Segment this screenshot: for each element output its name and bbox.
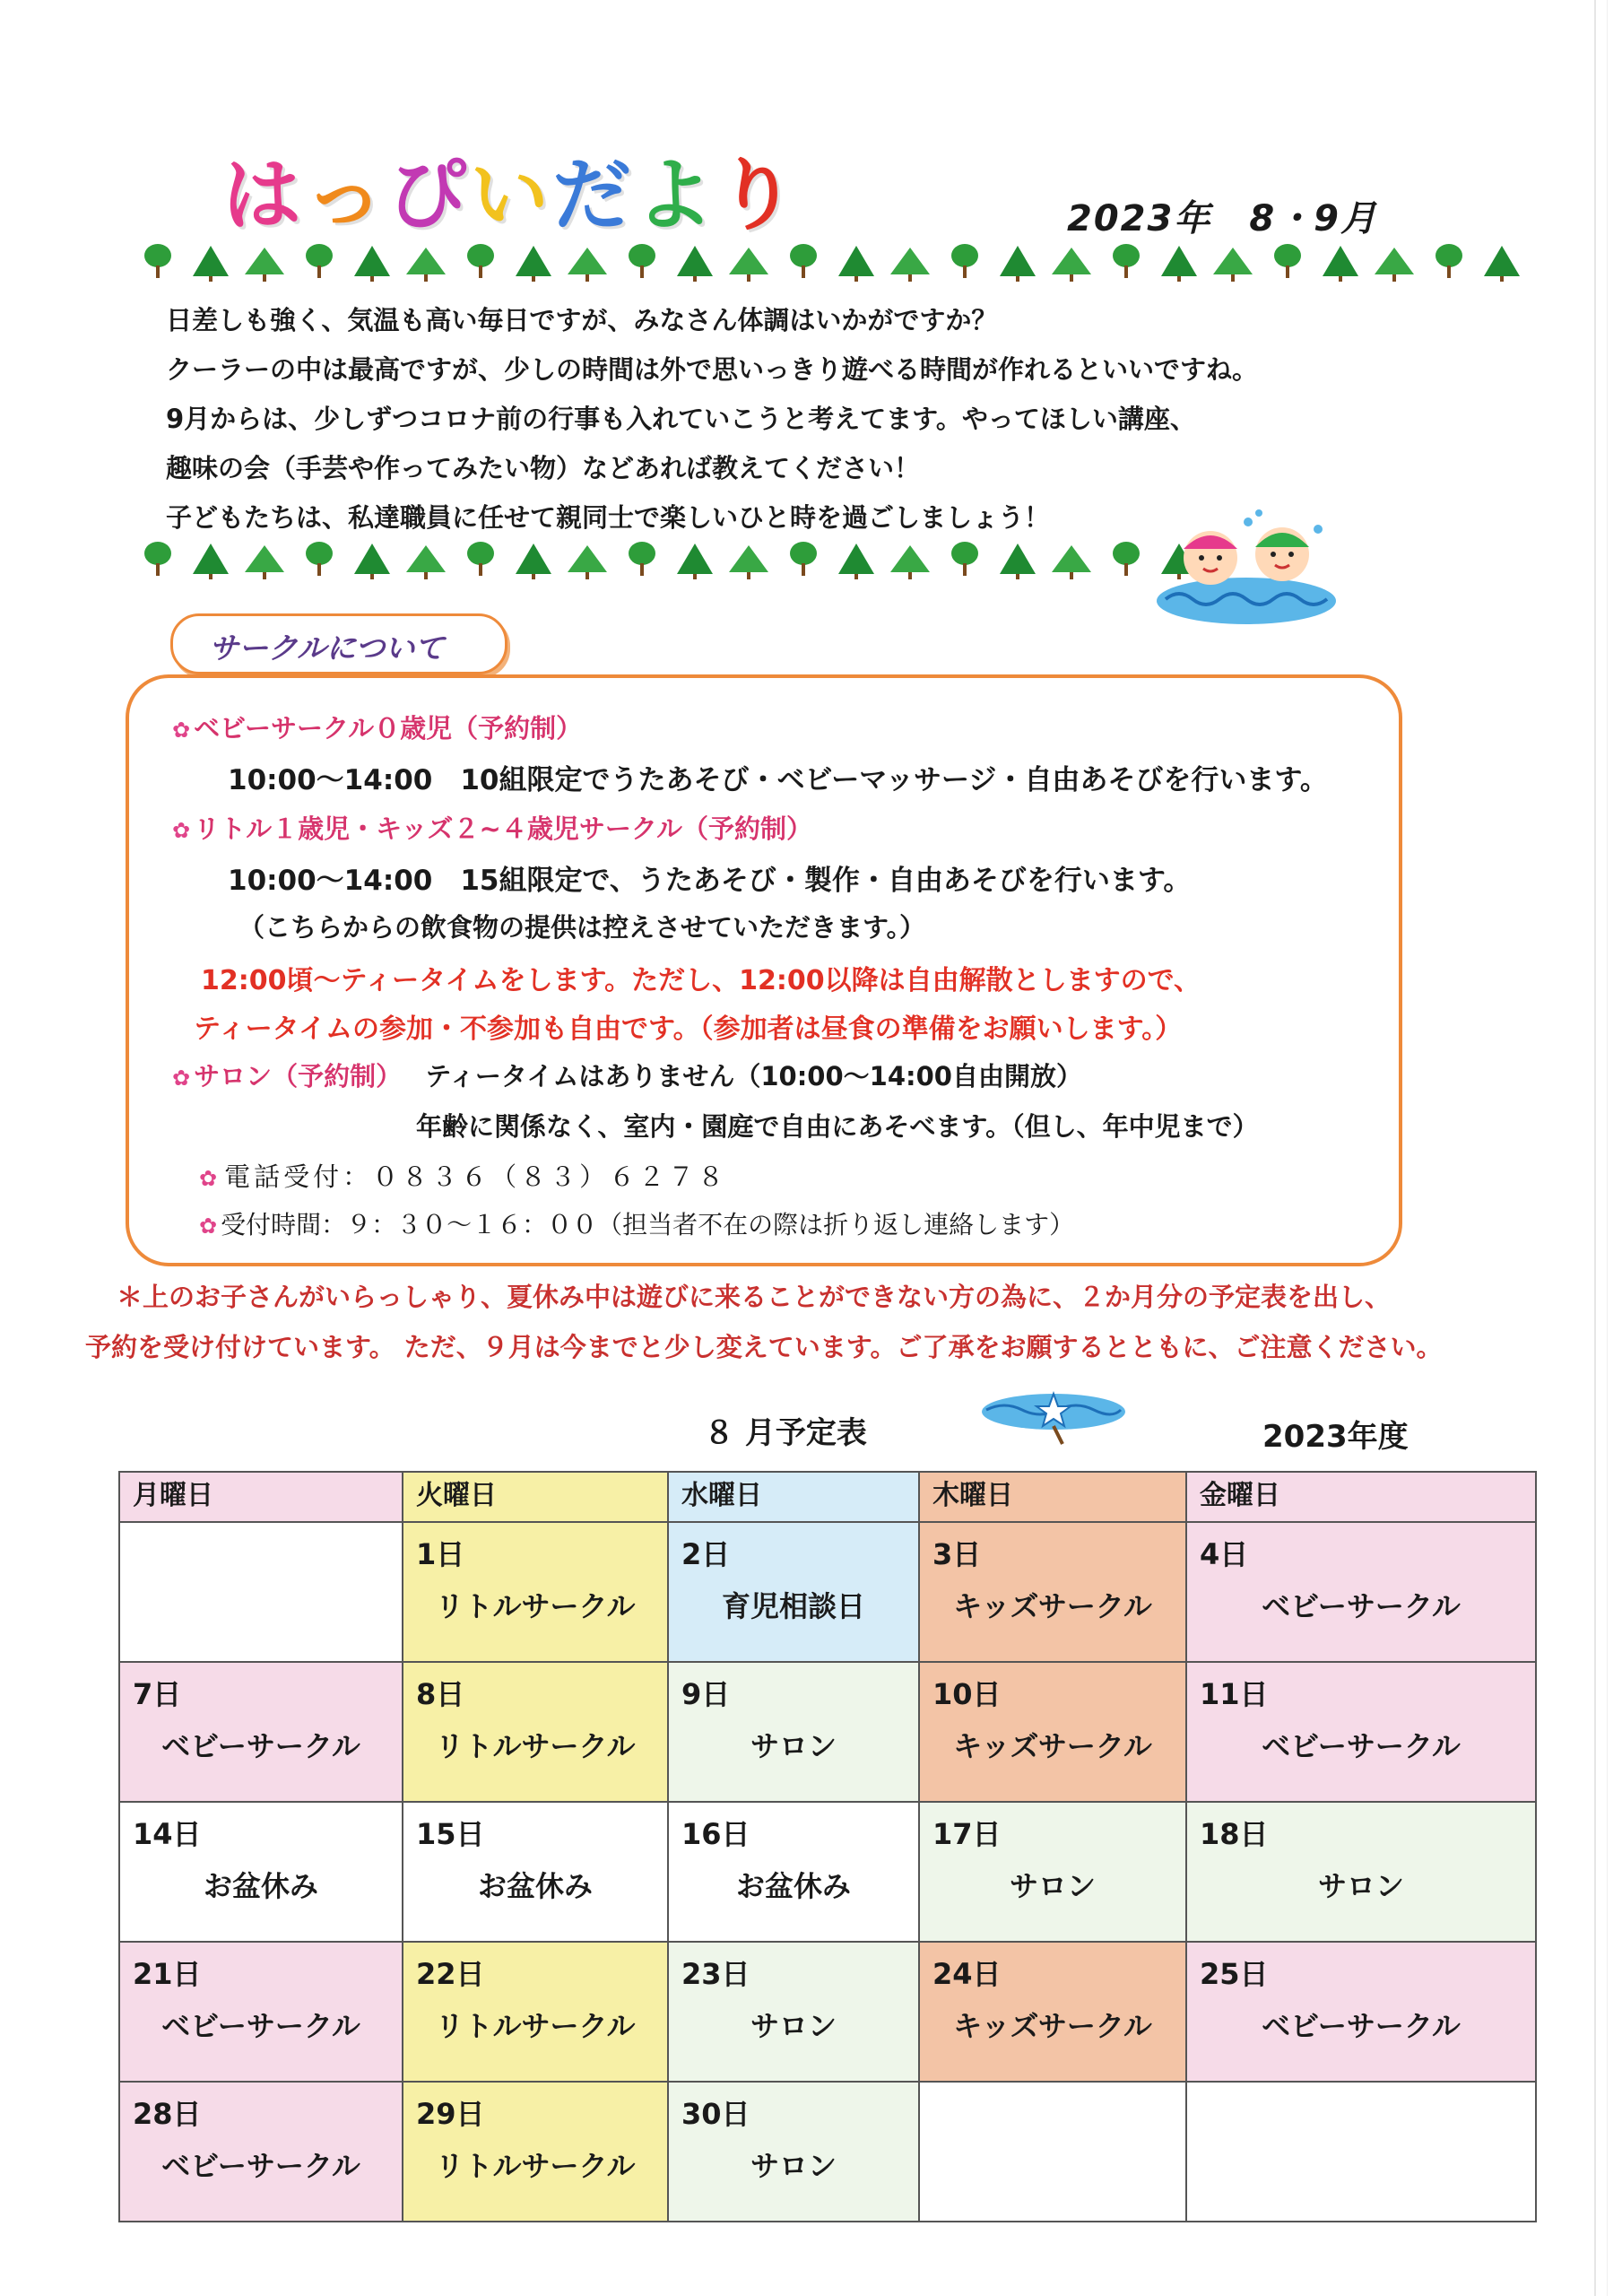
day-number: 30日	[681, 2097, 750, 2131]
week-row	[119, 1662, 1536, 1802]
tree-icon	[462, 542, 499, 578]
august-schedule-table	[118, 1471, 1537, 2222]
tree-icon	[838, 544, 874, 574]
day-event: ベビーサークル	[161, 2009, 360, 2043]
day-event: リトルサークル	[435, 2149, 636, 2183]
week-row	[119, 1802, 1536, 1942]
day-event: キッズサークル	[953, 1729, 1152, 1763]
tree-icon	[623, 244, 661, 280]
day-event: キッズサークル	[953, 2009, 1152, 2043]
weekday-header: 月曜日	[119, 1472, 403, 1522]
salon-row	[172, 1057, 1082, 1093]
day-event: お盆休み	[735, 1869, 851, 1903]
tree-icon	[354, 246, 390, 276]
title-char: ぴ	[387, 149, 471, 241]
schedule-year: 2023年度	[1262, 1419, 1409, 1455]
title-char: だ	[552, 149, 636, 241]
tree-icon	[946, 244, 984, 280]
day-event: サロン	[750, 2009, 837, 2043]
day-cell	[919, 1522, 1186, 1662]
day-number: 7日	[133, 1677, 182, 1711]
week-row	[119, 1942, 1536, 2082]
tree-icon	[406, 545, 446, 572]
tree-border-top	[139, 244, 1520, 280]
day-cell	[668, 1802, 919, 1942]
tree-icon	[1269, 244, 1306, 280]
tree-icon	[245, 248, 284, 274]
tree-icon	[568, 248, 607, 274]
intro-line: 子どもたちは、私達職員に任せて親同士で楽しいひと時を過ごしましょう！	[166, 502, 1051, 533]
tree-icon	[1161, 246, 1197, 276]
tree-icon	[516, 246, 551, 276]
flower-icon: ✿	[172, 818, 191, 843]
flower-icon: ✿	[199, 1166, 221, 1191]
day-event: サロン	[1009, 1869, 1096, 1903]
day-number: 21日	[133, 1957, 202, 1991]
tree-icon	[462, 244, 499, 280]
day-cell	[403, 2082, 668, 2222]
salon-desc-2: 年齢に関係なく、室内・園庭で自由にあそべます。（但し、年中児まで）	[416, 1111, 1259, 1142]
hours-row	[199, 1205, 1074, 1241]
phone-number: 電話受付：０８３６（８３）６２７８	[224, 1161, 728, 1192]
baby-circle-heading: ✿ ベビーサークル０歳児（予約制）	[172, 713, 583, 744]
issue-date: 2023年 8・9月	[1067, 198, 1378, 239]
salon-desc: ティータイムはありません（10:00～14:00自由開放）	[425, 1061, 1082, 1091]
flower-icon: ✿	[172, 718, 191, 743]
day-cell	[668, 2082, 919, 2222]
day-number: 29日	[416, 2097, 485, 2131]
day-event: お盆休み	[477, 1869, 593, 1903]
day-number: 9日	[681, 1677, 731, 1711]
day-number: 10日	[932, 1677, 1002, 1711]
day-event: キッズサークル	[953, 1589, 1152, 1623]
day-cell	[119, 1662, 403, 1802]
reception-hours: 受付時間：９：３０～１６：００（担当者不在の際は折り返し連絡します）	[221, 1210, 1075, 1239]
week-row	[119, 1522, 1536, 1662]
tree-icon	[890, 248, 930, 274]
day-cell	[403, 1662, 668, 1802]
tree-icon	[838, 246, 874, 276]
day-cell	[919, 1662, 1186, 1802]
tree-icon	[623, 542, 661, 578]
day-cell	[1186, 1662, 1536, 1802]
tea-time-note-1: 12:00頃～ティータイムをします。ただし、12:00以降は自由解散としますので、	[201, 965, 1201, 996]
tree-icon	[354, 544, 390, 574]
weekday-header: 水曜日	[668, 1472, 919, 1522]
day-event: ベビーサークル	[161, 2149, 360, 2183]
day-cell	[668, 1662, 919, 1802]
tree-icon	[729, 248, 768, 274]
day-cell	[1186, 2082, 1536, 2222]
day-cell	[1186, 1802, 1536, 1942]
day-cell	[119, 2082, 403, 2222]
day-cell	[1186, 1942, 1536, 2082]
day-number: 15日	[416, 1817, 485, 1851]
day-cell	[403, 1942, 668, 2082]
day-event: サロン	[750, 2149, 837, 2183]
tree-icon	[193, 246, 229, 276]
day-event: ベビーサークル	[1262, 2009, 1461, 2043]
week-row	[119, 2082, 1536, 2222]
day-cell	[919, 2082, 1186, 2222]
day-cell	[919, 1802, 1186, 1942]
salon-heading: サロン（予約制）	[194, 1061, 403, 1091]
title-char: よ	[635, 149, 718, 241]
day-number: 24日	[932, 1957, 1002, 1991]
tree-icon	[1375, 248, 1414, 274]
little-kids-heading: ✿ リトル１歳児・キッズ２~４歳児サークル（予約制）	[172, 813, 812, 844]
tree-icon	[300, 542, 338, 578]
page-edge	[1594, 0, 1596, 2296]
tree-icon	[1052, 248, 1091, 274]
intro-line: 9月からは、少しずつコロナ前の行事も入れていこうと考えてます。やってほしい講座、	[166, 404, 1196, 434]
day-event: サロン	[1317, 1869, 1404, 1903]
day-number: 1日	[416, 1537, 465, 1571]
notice-line-1: ＊上のお子さんがいらっしゃり、夏休み中は遊びに来ることができない方の為に、２か月分の予定表を出し、	[117, 1282, 1392, 1312]
intro-line: 日差しも強く、気温も高い毎日ですが、みなさん体調はいかがですか？	[166, 305, 998, 335]
circle-section-title: サークルについて	[209, 631, 445, 665]
day-number: 22日	[416, 1957, 485, 1991]
boat-illustration	[977, 1383, 1130, 1446]
day-cell	[668, 1522, 919, 1662]
day-cell	[119, 1942, 403, 2082]
day-event: リトルサークル	[435, 2009, 636, 2043]
day-cell	[119, 1802, 403, 1942]
day-event: リトルサークル	[435, 1729, 636, 1763]
page-edge-inner	[1607, 0, 1608, 2296]
day-number: 4日	[1200, 1537, 1249, 1571]
tree-border-bottom	[139, 542, 1197, 578]
tea-time-note-2: ティータイムの参加・不参加も自由です。（参加者は昼食の準備をお願いします。）	[194, 1013, 1183, 1045]
schedule-body	[119, 1522, 1536, 2222]
title-char: い	[470, 149, 553, 241]
tree-icon	[193, 544, 229, 574]
intro-line: 趣味の会（手芸や作ってみたい物）などあれば教えてください！	[166, 453, 921, 483]
weekday-header-row	[119, 1472, 1536, 1522]
intro-line: クーラーの中は最高ですが、少しの時間は外で思いっきり遊べる時間が作れるといいですね。	[166, 354, 1259, 385]
day-number: 2日	[681, 1537, 731, 1571]
tree-icon	[785, 244, 822, 280]
tree-icon	[1430, 244, 1468, 280]
tree-icon	[516, 544, 551, 574]
day-event: サロン	[750, 1729, 837, 1763]
title-char: っ	[305, 149, 388, 241]
tree-icon	[729, 545, 768, 572]
tree-icon	[406, 248, 446, 274]
day-cell	[403, 1802, 668, 1942]
tree-icon	[139, 244, 177, 280]
title-char: り	[717, 149, 801, 241]
day-number: 28日	[133, 2097, 202, 2131]
circle-section-tab	[170, 613, 507, 674]
tree-icon	[1000, 544, 1036, 574]
weekday-header: 木曜日	[919, 1472, 1186, 1522]
tree-icon	[785, 542, 822, 578]
tree-icon	[139, 542, 177, 578]
day-cell	[119, 1522, 403, 1662]
day-number: 17日	[932, 1817, 1002, 1851]
day-cell	[668, 1942, 919, 2082]
day-event: ベビーサークル	[161, 1729, 360, 1763]
schedule-title: ８ 月予定表	[704, 1415, 867, 1451]
newsletter-title	[222, 133, 800, 246]
day-number: 14日	[133, 1817, 202, 1851]
tree-icon	[1323, 246, 1358, 276]
tree-icon	[568, 545, 607, 572]
swimming-kids-illustration	[1148, 502, 1345, 628]
day-cell	[1186, 1522, 1536, 1662]
baby-circle-desc: 10:00～14:00 10組限定でうたあそび・ベビーマッサージ・自由あそびを行います。	[228, 764, 1328, 796]
day-number: 25日	[1200, 1957, 1269, 1991]
day-number: 3日	[932, 1537, 982, 1571]
flower-icon: ✿	[172, 1065, 191, 1091]
tree-icon	[300, 244, 338, 280]
title-char: は	[222, 149, 306, 241]
day-event: リトルサークル	[435, 1589, 636, 1623]
circle-info-box	[126, 674, 1402, 1266]
phone-row	[199, 1157, 727, 1194]
day-number: 8日	[416, 1677, 465, 1711]
tree-icon	[1000, 246, 1036, 276]
little-kids-desc: 10:00～14:00 15組限定で、うたあそび・製作・自由あそびを行います。	[228, 865, 1192, 897]
tree-icon	[245, 545, 284, 572]
day-event: ベビーサークル	[1262, 1729, 1461, 1763]
day-event: ベビーサークル	[1262, 1589, 1461, 1623]
tree-icon	[946, 542, 984, 578]
weekday-header: 火曜日	[403, 1472, 668, 1522]
tree-icon	[677, 544, 713, 574]
tree-icon	[1484, 246, 1520, 276]
tree-icon	[1107, 542, 1145, 578]
weekday-header: 金曜日	[1186, 1472, 1536, 1522]
day-number: 16日	[681, 1817, 750, 1851]
food-note: （こちらからの飲食物の提供は控えさせていただきます。）	[239, 912, 926, 943]
day-cell	[403, 1522, 668, 1662]
tree-icon	[890, 545, 930, 572]
day-event: 育児相談日	[721, 1589, 865, 1623]
day-number: 11日	[1200, 1677, 1269, 1711]
flower-icon: ✿	[199, 1213, 218, 1239]
tree-icon	[677, 246, 713, 276]
day-number: 23日	[681, 1957, 750, 1991]
day-number: 18日	[1200, 1817, 1269, 1851]
day-event: お盆休み	[203, 1869, 318, 1903]
tree-icon	[1107, 244, 1145, 280]
tree-icon	[1213, 248, 1253, 274]
tree-icon	[1052, 545, 1091, 572]
notice-line-2: 予約を受け付けています。 ただ、９月は今までと少し変えています。ご了承をお願するとともに、ご注意ください。	[85, 1332, 1443, 1362]
intro-text	[166, 296, 1258, 543]
day-cell	[919, 1942, 1186, 2082]
